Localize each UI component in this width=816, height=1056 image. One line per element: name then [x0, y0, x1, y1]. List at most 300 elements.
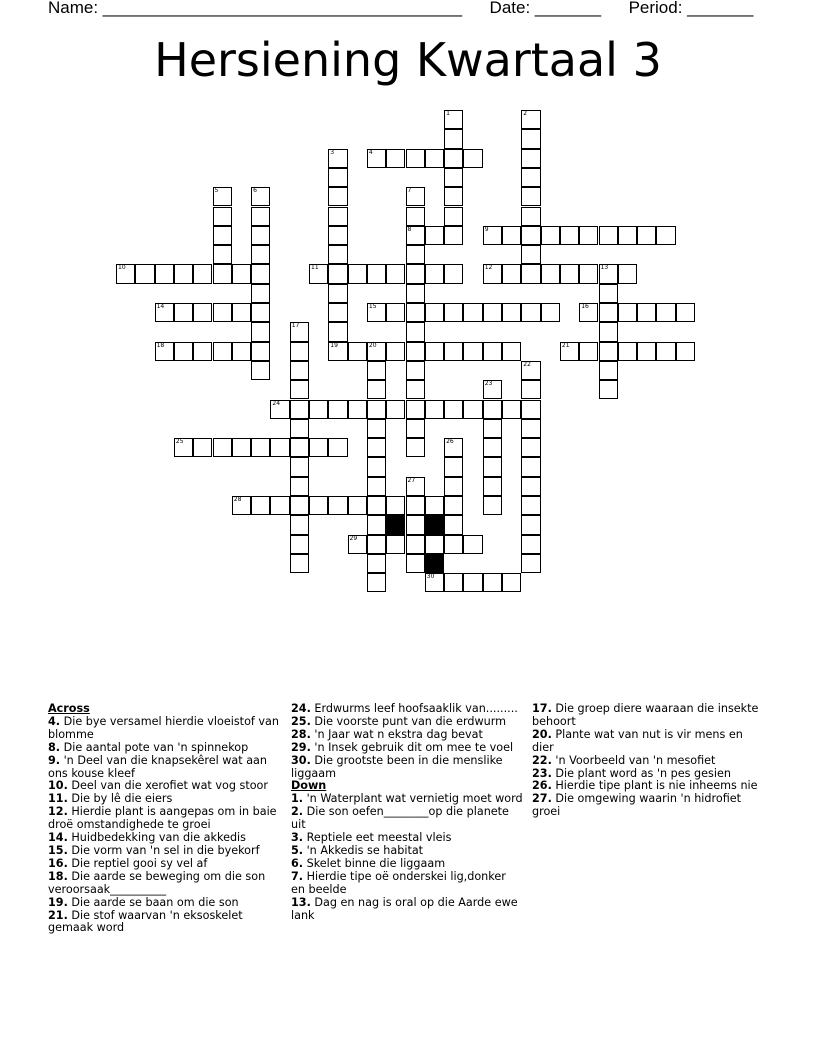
crossword-cell[interactable]: [444, 400, 463, 419]
crossword-cell[interactable]: [444, 515, 463, 534]
crossword-cell[interactable]: [521, 303, 540, 322]
crossword-cell[interactable]: [386, 264, 405, 283]
crossword-cell[interactable]: [618, 303, 637, 322]
clue-number: 27.: [532, 792, 552, 806]
crossword-cell[interactable]: [521, 207, 540, 226]
crossword-cell[interactable]: [444, 187, 463, 206]
clue-number: 11.: [48, 792, 68, 806]
crossword-cell[interactable]: [599, 342, 618, 361]
puzzle-title: Hersiening Kwartaal 3: [154, 33, 662, 87]
crossword-cell[interactable]: [444, 457, 463, 476]
crossword-cell[interactable]: [560, 226, 579, 245]
crossword-cell[interactable]: [541, 303, 560, 322]
crossword-cell[interactable]: [290, 361, 309, 380]
crossword-cell[interactable]: [193, 264, 212, 283]
crossword-cell[interactable]: [502, 573, 521, 592]
crossword-cell[interactable]: [328, 187, 347, 206]
crossword-cell[interactable]: [502, 342, 521, 361]
crossword-cell[interactable]: [328, 438, 347, 457]
crossword-cell[interactable]: [406, 515, 425, 534]
crossword-cell[interactable]: [463, 400, 482, 419]
crossword-cell[interactable]: [425, 303, 444, 322]
crossword-cell[interactable]: [290, 457, 309, 476]
crossword-cell[interactable]: [521, 438, 540, 457]
crossword-cell[interactable]: [579, 226, 598, 245]
crossword-cell[interactable]: [290, 400, 309, 419]
crossword-cell[interactable]: [386, 535, 405, 554]
crossword-cell[interactable]: [232, 303, 251, 322]
crossword-cell[interactable]: [676, 303, 695, 322]
clue-number: 22: [523, 360, 531, 368]
crossword-cell[interactable]: [328, 226, 347, 245]
crossword-cell[interactable]: [483, 380, 502, 399]
crossword-cell[interactable]: [599, 264, 618, 283]
crossword-cell[interactable]: [213, 264, 232, 283]
down-clue: [532, 729, 764, 755]
crossword-cell[interactable]: [290, 322, 309, 341]
crossword-cell[interactable]: [406, 149, 425, 168]
crossword-cell[interactable]: [309, 264, 328, 283]
crossword-cell[interactable]: [406, 361, 425, 380]
clue-number: 13.: [291, 895, 311, 909]
clue-number: 2.: [291, 805, 304, 819]
crossword-cell[interactable]: [328, 400, 347, 419]
down-clue: [532, 703, 764, 729]
crossword-cell[interactable]: [367, 380, 386, 399]
crossword-cell[interactable]: [367, 457, 386, 476]
crossword-cell[interactable]: [425, 264, 444, 283]
crossword-cell[interactable]: [425, 226, 444, 245]
crossword-cell[interactable]: [328, 168, 347, 187]
crossword-cell[interactable]: [444, 535, 463, 554]
crossword-cell[interactable]: [213, 187, 232, 206]
crossword-cell[interactable]: [406, 207, 425, 226]
crossword-cell[interactable]: [676, 342, 695, 361]
crossword-cell[interactable]: [367, 573, 386, 592]
crossword-cell[interactable]: [135, 264, 154, 283]
crossword-cell[interactable]: [367, 438, 386, 457]
crossword-cell[interactable]: [386, 342, 405, 361]
crossword-cell[interactable]: [656, 226, 675, 245]
crossword-cell[interactable]: [270, 438, 289, 457]
crossword-cell[interactable]: [406, 554, 425, 573]
crossword-cell[interactable]: [367, 264, 386, 283]
across-heading: Across: [48, 702, 90, 715]
crossword-cell[interactable]: [425, 149, 444, 168]
crossword-cell[interactable]: [193, 342, 212, 361]
crossword-cell[interactable]: [483, 400, 502, 419]
clue-number: 26: [446, 438, 454, 446]
crossword-cell[interactable]: [406, 419, 425, 438]
clue-number: 19: [330, 341, 338, 349]
crossword-cell[interactable]: [560, 342, 579, 361]
crossword-cell[interactable]: [406, 438, 425, 457]
clue-number: 12: [484, 264, 493, 272]
crossword-cell[interactable]: [599, 303, 618, 322]
crossword-cell[interactable]: [599, 380, 618, 399]
crossword-cell[interactable]: [116, 264, 135, 283]
crossword-cell[interactable]: [174, 438, 193, 457]
crossword-cell[interactable]: [444, 438, 463, 457]
crossword-cell[interactable]: [232, 496, 251, 515]
crossword-cell[interactable]: [618, 342, 637, 361]
crossword-cell[interactable]: [251, 245, 270, 264]
clue-text: Die omgewing waarin 'n hidrofiet groei: [532, 792, 742, 819]
clue-number: 15: [368, 303, 377, 310]
crossword-cell[interactable]: [444, 110, 463, 129]
across-clue: [291, 755, 523, 781]
crossword-cell[interactable]: [406, 342, 425, 361]
crossword-cell[interactable]: [386, 149, 405, 168]
crossword-cell[interactable]: [367, 535, 386, 554]
clue-number: 28: [233, 496, 242, 503]
crossword-cell[interactable]: [406, 303, 425, 322]
crossword-cell[interactable]: [618, 264, 637, 283]
crossword-cell[interactable]: [290, 554, 309, 573]
crossword-cell[interactable]: [444, 149, 463, 168]
crossword-cell[interactable]: [290, 477, 309, 496]
clue-number: 25.: [291, 714, 311, 728]
crossword-cell[interactable]: [483, 303, 502, 322]
clue-number: 20: [368, 341, 377, 349]
crossword-cell[interactable]: [521, 245, 540, 264]
crossword-cell[interactable]: [502, 264, 521, 283]
clue-number: 1: [446, 110, 450, 117]
clue-number: 23: [484, 380, 493, 388]
crossword-cell[interactable]: [251, 438, 270, 457]
crossword-cell[interactable]: [328, 496, 347, 515]
crossword-cell[interactable]: [367, 400, 386, 419]
crossword-cell[interactable]: [521, 187, 540, 206]
across-clue: [48, 716, 280, 742]
crossword-cell[interactable]: [348, 264, 367, 283]
clue-number: 18: [156, 341, 165, 349]
crossword-cell[interactable]: [463, 573, 482, 592]
crossword-cell[interactable]: [444, 496, 463, 515]
crossword-cell[interactable]: [213, 303, 232, 322]
crossword-cell[interactable]: [193, 303, 212, 322]
crossword-cell[interactable]: [406, 535, 425, 554]
crossword-cell[interactable]: [367, 496, 386, 515]
clue-number: 28.: [291, 727, 311, 741]
clue-text: 'n Voorbeeld van 'n mesofiet: [551, 753, 716, 767]
crossword-cell[interactable]: [425, 535, 444, 554]
crossword-cell[interactable]: [406, 264, 425, 283]
crossword-cell[interactable]: [406, 477, 425, 496]
clue-number: 12.: [48, 805, 68, 819]
crossword-cell[interactable]: [251, 496, 270, 515]
crossword-cell[interactable]: [251, 207, 270, 226]
clue-number: 30: [426, 573, 435, 581]
down-clue: [532, 793, 764, 819]
crossword-cell[interactable]: [367, 419, 386, 438]
name-field[interactable]: Name: ______________________________________: [48, 0, 463, 17]
crossword-cell[interactable]: [155, 264, 174, 283]
crossword-cell[interactable]: [251, 303, 270, 322]
crossword-cell[interactable]: [425, 573, 444, 592]
crossword-cell[interactable]: [637, 303, 656, 322]
crossword-cell[interactable]: [328, 322, 347, 341]
crossword-cell[interactable]: [348, 496, 367, 515]
crossword-cell[interactable]: [328, 303, 347, 322]
crossword-cell[interactable]: [521, 110, 540, 129]
clue-text: 'n Waterplant wat vernietig moet word: [303, 792, 523, 806]
clue-number: 14: [156, 303, 165, 310]
crossword-cell[interactable]: [251, 342, 270, 361]
crossword-cell[interactable]: [328, 342, 347, 361]
crossword-cell[interactable]: [483, 264, 502, 283]
crossword-cell[interactable]: [232, 264, 251, 283]
crossword-cell[interactable]: [290, 342, 309, 361]
crossword-cell[interactable]: [309, 438, 328, 457]
clue-number: 27: [407, 476, 416, 484]
crossword-cell[interactable]: [425, 400, 444, 419]
crossword-cell[interactable]: [483, 342, 502, 361]
crossword-cell[interactable]: [367, 342, 386, 361]
crossword-cell[interactable]: [483, 438, 502, 457]
clue-number: 10.: [48, 779, 68, 793]
clue-number: 17.: [532, 702, 552, 715]
clue-number: 24.: [291, 702, 311, 715]
crossword-cell[interactable]: [270, 400, 289, 419]
crossword-cell[interactable]: [444, 129, 463, 148]
crossword-cell[interactable]: [290, 380, 309, 399]
clue-text: Die bye versamel hierdie vloeistof van blomme: [48, 714, 279, 741]
crossword-cell[interactable]: [463, 303, 482, 322]
crossword-cell[interactable]: [502, 303, 521, 322]
crossword-cell[interactable]: [579, 342, 598, 361]
clue-text: Die voorste punt van die erdwurm: [310, 714, 507, 728]
crossword-cell[interactable]: [406, 187, 425, 206]
clue-number: 7.: [291, 869, 304, 883]
down-clue: [291, 871, 523, 897]
crossword-cell[interactable]: [521, 535, 540, 554]
crossword-cell[interactable]: [251, 187, 270, 206]
clue-number: 20.: [532, 727, 552, 741]
crossword-cell[interactable]: [483, 226, 502, 245]
crossword-cell[interactable]: [599, 284, 618, 303]
clue-number: 17: [291, 322, 300, 330]
crossword-cell[interactable]: [579, 303, 598, 322]
crossword-cell[interactable]: [251, 284, 270, 303]
crossword-cell[interactable]: [174, 264, 193, 283]
crossword-cell[interactable]: [367, 303, 386, 322]
crossword-cell[interactable]: [290, 438, 309, 457]
crossword-cell[interactable]: [386, 303, 405, 322]
crossword-cell[interactable]: [328, 284, 347, 303]
crossword-cell[interactable]: [406, 226, 425, 245]
crossword-cell[interactable]: [463, 342, 482, 361]
crossword-cell[interactable]: [309, 400, 328, 419]
crossword-cell[interactable]: [521, 496, 540, 515]
clue-number: 16: [581, 303, 589, 310]
crossword-cell[interactable]: [502, 226, 521, 245]
crossword-cell[interactable]: [193, 438, 212, 457]
clue-number: 29: [349, 534, 358, 542]
crossword-cell[interactable]: [406, 380, 425, 399]
clue-text: Hierdie tipe plant is nie inheems nie: [551, 779, 758, 793]
clue-number: 7: [407, 187, 412, 195]
crossword-cell[interactable]: [483, 496, 502, 515]
crossword-cell[interactable]: [367, 515, 386, 534]
crossword-cell[interactable]: [406, 322, 425, 341]
clue-text: 'n Insek gebruik dit om mee te voel: [310, 740, 514, 754]
crossword-cell[interactable]: [483, 477, 502, 496]
clue-text: Reptiele eet meestal vleis: [303, 831, 452, 845]
crossword-cell[interactable]: [444, 477, 463, 496]
crossword-cell[interactable]: [444, 573, 463, 592]
crossword-cell[interactable]: [251, 322, 270, 341]
clue-number: 23.: [532, 766, 552, 780]
crossword-cell[interactable]: [637, 342, 656, 361]
crossword-cell[interactable]: [541, 264, 560, 283]
crossword-cell[interactable]: [290, 496, 309, 515]
crossword-cell[interactable]: [213, 207, 232, 226]
crossword-cell[interactable]: [406, 245, 425, 264]
crossword-cell[interactable]: [521, 515, 540, 534]
crossword-cell[interactable]: [579, 264, 598, 283]
crossword-cell[interactable]: [309, 496, 328, 515]
clue-number: 9: [484, 225, 489, 233]
crossword-cell[interactable]: [367, 477, 386, 496]
crossword-cell[interactable]: [444, 264, 463, 283]
clue-text: Die son oefen________op die planete uit: [291, 805, 509, 832]
crossword-cell[interactable]: [367, 149, 386, 168]
crossword-cell[interactable]: [521, 554, 540, 573]
crossword-cell[interactable]: [155, 303, 174, 322]
crossword-cell[interactable]: [483, 419, 502, 438]
crossword-cell[interactable]: [521, 149, 540, 168]
crossword-cell[interactable]: [521, 380, 540, 399]
clue-number: 3: [330, 148, 335, 156]
crossword-cell[interactable]: [251, 226, 270, 245]
crossword-cell[interactable]: [618, 226, 637, 245]
crossword-cell[interactable]: [232, 342, 251, 361]
crossword-cell[interactable]: [521, 419, 540, 438]
crossword-cell[interactable]: [521, 477, 540, 496]
crossword-cell[interactable]: [290, 535, 309, 554]
clue-number: 5.: [291, 843, 304, 857]
clue-number: 2: [523, 110, 528, 117]
crossword-cell[interactable]: [599, 226, 618, 245]
crossword-cell[interactable]: [425, 496, 444, 515]
clue-text: 'n Akkedis se habitat: [303, 843, 424, 857]
crossword-block: [425, 554, 444, 573]
crossword-cell[interactable]: [348, 535, 367, 554]
crossword-cell[interactable]: [444, 226, 463, 245]
crossword-cell[interactable]: [502, 400, 521, 419]
clue-text: Skelet binne die liggaam: [303, 856, 446, 870]
crossword-cell[interactable]: [251, 361, 270, 380]
clue-number: 29.: [291, 740, 311, 754]
clue-number: 13: [600, 264, 609, 272]
clue-number: 10: [118, 264, 126, 272]
clue-number: 30.: [291, 753, 311, 767]
crossword-cell[interactable]: [348, 400, 367, 419]
clue-number: 4: [368, 148, 373, 156]
crossword-cell[interactable]: [637, 226, 656, 245]
crossword-cell[interactable]: [174, 342, 193, 361]
crossword-cell[interactable]: [367, 554, 386, 573]
clue-text: Die reptiel gooi sy vel af: [67, 856, 208, 870]
crossword-cell[interactable]: [444, 207, 463, 226]
clue-number: 25: [175, 438, 184, 446]
crossword-cell[interactable]: [386, 400, 405, 419]
crossword-cell[interactable]: [290, 419, 309, 438]
crossword-cell[interactable]: [541, 226, 560, 245]
crossword-cell[interactable]: [425, 342, 444, 361]
crossword-cell[interactable]: [521, 226, 540, 245]
crossword-cell[interactable]: [444, 342, 463, 361]
crossword-cell[interactable]: [599, 322, 618, 341]
crossword-cell[interactable]: [656, 342, 675, 361]
crossword-cell[interactable]: [251, 264, 270, 283]
crossword-block: [386, 515, 405, 534]
crossword-cell[interactable]: [483, 573, 502, 592]
crossword-cell[interactable]: [328, 264, 347, 283]
crossword-cell[interactable]: [521, 129, 540, 148]
clue-number: 6.: [291, 856, 304, 870]
clue-text: Die stof waarvan 'n eksoskelet gemaak word: [48, 908, 243, 935]
crossword-cell[interactable]: [521, 457, 540, 476]
crossword-cell[interactable]: [560, 264, 579, 283]
crossword-cell[interactable]: [463, 149, 482, 168]
clue-text: Deel van die xerofiet wat vog stoor: [67, 779, 269, 793]
crossword-cell[interactable]: [155, 342, 174, 361]
clue-text: Dag en nag is oral op die Aarde ewe lank: [291, 895, 518, 922]
crossword-cell[interactable]: [367, 361, 386, 380]
clue-number: 8: [407, 225, 412, 233]
crossword-cell[interactable]: [213, 226, 232, 245]
crossword-cell[interactable]: [386, 496, 405, 515]
clue-text: Hierdie plant is aangepas om in baie droë omstandighede te groei: [48, 805, 277, 832]
crossword-cell[interactable]: [270, 496, 289, 515]
crossword-cell[interactable]: [348, 342, 367, 361]
crossword-cell[interactable]: [521, 168, 540, 187]
crossword-cell[interactable]: [521, 264, 540, 283]
crossword-cell[interactable]: [521, 400, 540, 419]
crossword-cell[interactable]: [328, 245, 347, 264]
clue-text: Huidbedekking van die akkedis: [67, 831, 246, 845]
crossword-cell[interactable]: [656, 303, 675, 322]
date-field[interactable]: Date: _______: [489, 0, 602, 17]
crossword-cell[interactable]: [232, 438, 251, 457]
clue-number: 26.: [532, 779, 552, 793]
crossword-cell[interactable]: [444, 303, 463, 322]
crossword-cell[interactable]: [483, 457, 502, 476]
clue-text: Die plant word as 'n pes gesien: [551, 766, 731, 780]
crossword-cell[interactable]: [290, 515, 309, 534]
crossword-cell[interactable]: [328, 207, 347, 226]
clue-number: 8.: [48, 740, 61, 754]
crossword-cell[interactable]: [444, 168, 463, 187]
crossword-cell[interactable]: [213, 438, 232, 457]
crossword-cell[interactable]: [328, 149, 347, 168]
clue-number: 19.: [48, 895, 68, 909]
period-field[interactable]: Period: _______: [628, 0, 754, 17]
crossword-cell[interactable]: [406, 400, 425, 419]
crossword-cell[interactable]: [174, 303, 193, 322]
clue-number: 21.: [48, 908, 68, 922]
crossword-cell[interactable]: [406, 496, 425, 515]
crossword-cell[interactable]: [213, 245, 232, 264]
clue-number: 1.: [291, 792, 304, 806]
crossword-cell[interactable]: [599, 361, 618, 380]
crossword-cell[interactable]: [463, 535, 482, 554]
crossword-cell[interactable]: [521, 361, 540, 380]
crossword-cell[interactable]: [406, 284, 425, 303]
crossword-cell[interactable]: [213, 342, 232, 361]
